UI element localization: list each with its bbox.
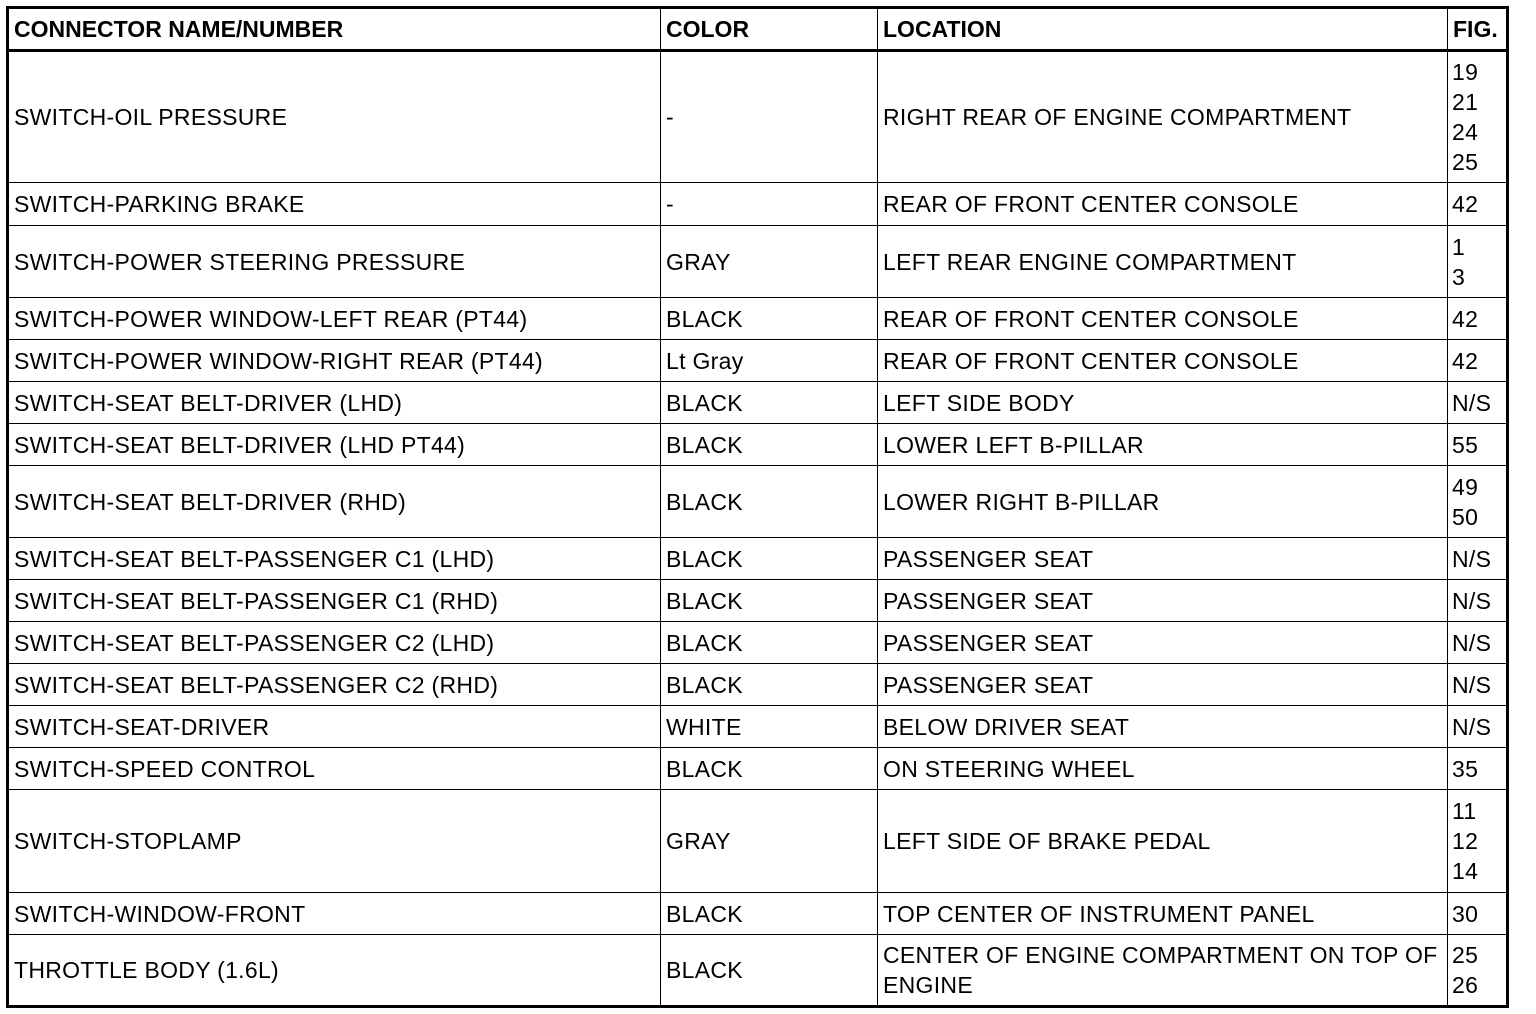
connector-name-cell: SWITCH-SEAT BELT-PASSENGER C2 (LHD) — [8, 622, 661, 664]
table-row — [8, 935, 1508, 1007]
fig-number: 21 — [1452, 89, 1479, 115]
fig-number: 12 — [1452, 828, 1479, 854]
table-row — [8, 893, 1508, 935]
header-fig: FIG. — [1448, 8, 1508, 51]
table-row — [8, 51, 1508, 183]
fig-number: 42 — [1452, 347, 1479, 374]
color-cell: GRAY — [661, 226, 878, 298]
fig-number: 35 — [1452, 755, 1479, 782]
color-cell: BLACK — [661, 935, 878, 1007]
color-cell: BLACK — [661, 382, 878, 424]
fig-number: N/S — [1452, 671, 1492, 698]
color-cell: - — [661, 51, 878, 183]
table-row — [8, 538, 1508, 580]
location-cell: ON STEERING WHEEL — [878, 748, 1448, 790]
fig-number: N/S — [1452, 389, 1492, 416]
location-cell: REAR OF FRONT CENTER CONSOLE — [878, 298, 1448, 340]
location-cell: PASSENGER SEAT — [878, 622, 1448, 664]
fig-cell — [1448, 298, 1508, 340]
location-cell: REAR OF FRONT CENTER CONSOLE — [878, 183, 1448, 226]
connector-name-cell: SWITCH-STOPLAMP — [8, 790, 661, 893]
location-cell: PASSENGER SEAT — [878, 580, 1448, 622]
fig-number: N/S — [1452, 587, 1492, 614]
fig-number: 42 — [1452, 191, 1479, 217]
table-row — [8, 226, 1508, 298]
connector-name-cell: SWITCH-POWER WINDOW-LEFT REAR (PT44) — [8, 298, 661, 340]
color-cell: GRAY — [661, 790, 878, 893]
location-cell: LOWER RIGHT B-PILLAR — [878, 466, 1448, 538]
location-cell: REAR OF FRONT CENTER CONSOLE — [878, 340, 1448, 382]
header-location: LOCATION — [878, 8, 1448, 51]
connector-name-cell: SWITCH-OIL PRESSURE — [8, 51, 661, 183]
location-cell: LEFT REAR ENGINE COMPARTMENT — [878, 226, 1448, 298]
fig-cell — [1448, 580, 1508, 622]
table-row — [8, 466, 1508, 538]
table-header-row — [8, 8, 1508, 51]
fig-cell — [1448, 664, 1508, 706]
fig-cell — [1448, 340, 1508, 382]
location-cell: LEFT SIDE OF BRAKE PEDAL — [878, 790, 1448, 893]
connector-name-cell: SWITCH-SEAT BELT-DRIVER (RHD) — [8, 466, 661, 538]
fig-number: 19 — [1452, 59, 1479, 85]
table-row — [8, 706, 1508, 748]
color-cell: Lt Gray — [661, 340, 878, 382]
connector-name-cell: SWITCH-POWER WINDOW-RIGHT REAR (PT44) — [8, 340, 661, 382]
connector-name-cell: SWITCH-SEAT BELT-DRIVER (LHD) — [8, 382, 661, 424]
location-cell: LOWER LEFT B-PILLAR — [878, 424, 1448, 466]
color-cell: BLACK — [661, 748, 878, 790]
color-cell: WHITE — [661, 706, 878, 748]
connector-name-cell: SWITCH-SEAT BELT-PASSENGER C1 (LHD) — [8, 538, 661, 580]
fig-cell — [1448, 790, 1508, 893]
fig-number: 25 — [1452, 149, 1479, 175]
color-cell: BLACK — [661, 580, 878, 622]
fig-number: 26 — [1452, 972, 1479, 998]
connector-name-cell: SWITCH-SEAT BELT-PASSENGER C1 (RHD) — [8, 580, 661, 622]
table-row — [8, 183, 1508, 226]
fig-cell — [1448, 935, 1508, 1007]
fig-number: 50 — [1452, 503, 1479, 530]
table-row — [8, 622, 1508, 664]
fig-number: 25 — [1452, 942, 1479, 968]
location-cell: CENTER OF ENGINE COMPARTMENT ON TOP OF ENGINE — [878, 935, 1448, 1007]
connector-name-cell: SWITCH-WINDOW-FRONT — [8, 893, 661, 935]
fig-number: 11 — [1452, 798, 1477, 824]
connector-name-cell: SWITCH-SEAT BELT-PASSENGER C2 (RHD) — [8, 664, 661, 706]
table-row — [8, 580, 1508, 622]
connector-table — [6, 6, 1509, 1008]
fig-cell — [1448, 51, 1508, 183]
color-cell: BLACK — [661, 622, 878, 664]
location-cell: PASSENGER SEAT — [878, 664, 1448, 706]
fig-cell — [1448, 706, 1508, 748]
fig-number: 3 — [1452, 263, 1466, 290]
fig-number: 14 — [1452, 858, 1479, 884]
color-cell: BLACK — [661, 424, 878, 466]
fig-number: 55 — [1452, 431, 1479, 458]
header-color: COLOR — [661, 8, 878, 51]
fig-number: N/S — [1452, 713, 1492, 740]
connector-name-cell: SWITCH-SPEED CONTROL — [8, 748, 661, 790]
connector-name-cell: SWITCH-SEAT BELT-DRIVER (LHD PT44) — [8, 424, 661, 466]
fig-cell — [1448, 382, 1508, 424]
connector-name-cell: THROTTLE BODY (1.6L) — [8, 935, 661, 1007]
location-cell: BELOW DRIVER SEAT — [878, 706, 1448, 748]
fig-number: 24 — [1452, 119, 1479, 145]
location-cell: LEFT SIDE BODY — [878, 382, 1448, 424]
location-cell: RIGHT REAR OF ENGINE COMPARTMENT — [878, 51, 1448, 183]
table-row — [8, 790, 1508, 893]
connector-name-cell: SWITCH-POWER STEERING PRESSURE — [8, 226, 661, 298]
fig-cell — [1448, 622, 1508, 664]
table-row — [8, 664, 1508, 706]
color-cell: BLACK — [661, 466, 878, 538]
fig-number: 42 — [1452, 305, 1479, 332]
connector-name-cell: SWITCH-SEAT-DRIVER — [8, 706, 661, 748]
fig-cell — [1448, 424, 1508, 466]
fig-cell — [1448, 183, 1508, 226]
color-cell: BLACK — [661, 298, 878, 340]
location-cell: PASSENGER SEAT — [878, 538, 1448, 580]
fig-cell — [1448, 226, 1508, 298]
table-row — [8, 382, 1508, 424]
fig-number: N/S — [1452, 629, 1492, 656]
table-row — [8, 748, 1508, 790]
fig-number: 49 — [1452, 473, 1479, 500]
table-row — [8, 298, 1508, 340]
fig-cell — [1448, 538, 1508, 580]
header-connector-name: CONNECTOR NAME/NUMBER — [8, 8, 661, 51]
fig-cell — [1448, 466, 1508, 538]
fig-cell — [1448, 893, 1508, 935]
color-cell: - — [661, 183, 878, 226]
table-row — [8, 424, 1508, 466]
location-cell: TOP CENTER OF INSTRUMENT PANEL — [878, 893, 1448, 935]
connector-name-cell: SWITCH-PARKING BRAKE — [8, 183, 661, 226]
fig-number: 30 — [1452, 900, 1479, 927]
color-cell: BLACK — [661, 664, 878, 706]
table-row — [8, 340, 1508, 382]
fig-number: N/S — [1452, 545, 1492, 572]
color-cell: BLACK — [661, 893, 878, 935]
fig-number: 1 — [1452, 233, 1466, 260]
fig-cell — [1448, 748, 1508, 790]
color-cell: BLACK — [661, 538, 878, 580]
